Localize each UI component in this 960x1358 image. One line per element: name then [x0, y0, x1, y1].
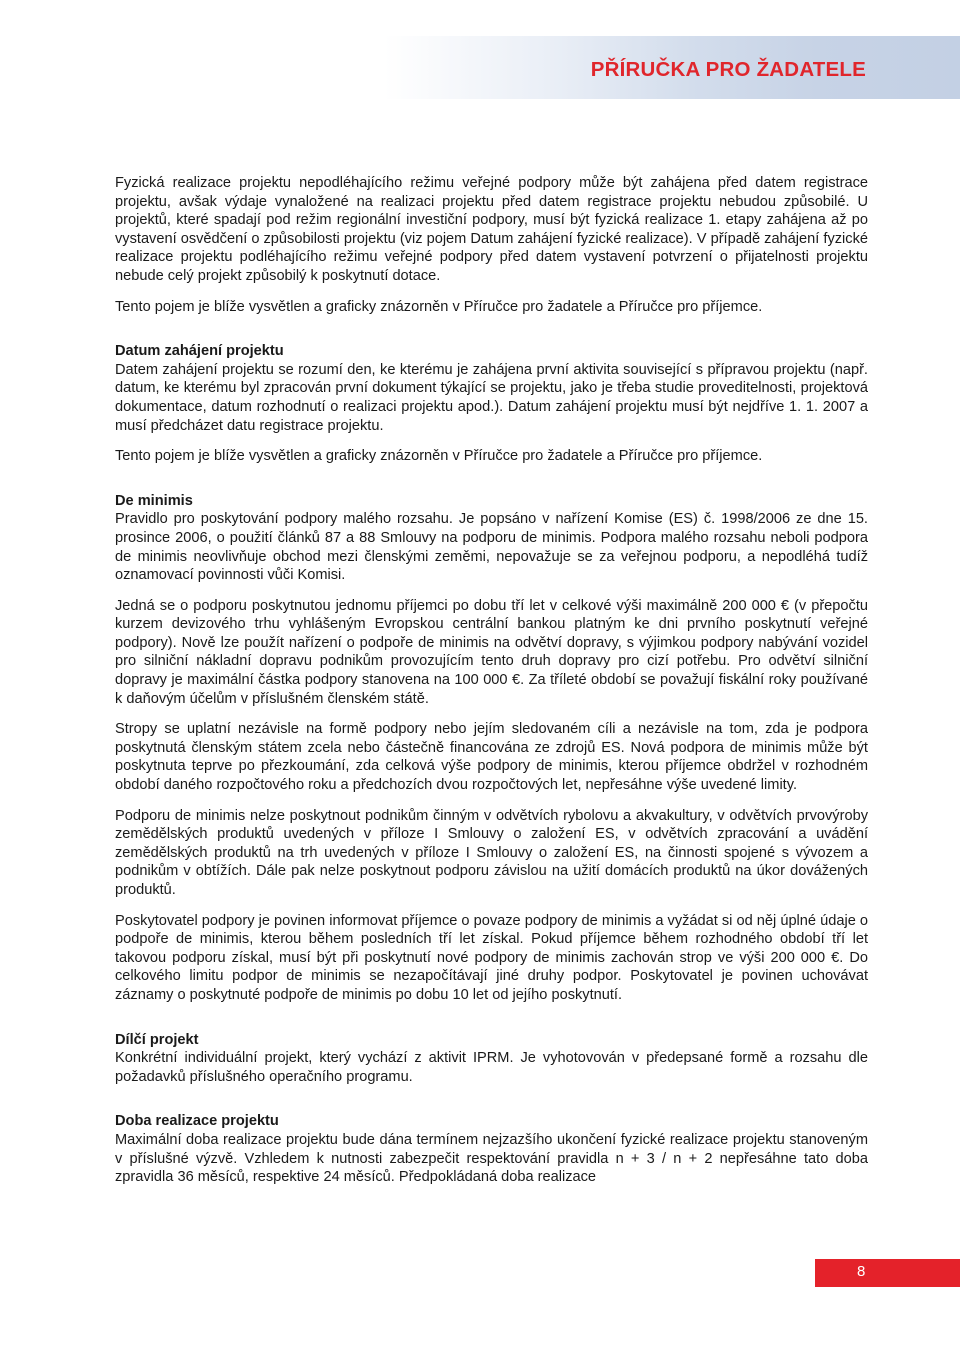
- section-heading: De minimis: [115, 492, 193, 509]
- page-number-band: [815, 1259, 960, 1287]
- section-paragraph: Jedná se o podporu poskytnutou jednomu příjemci po dobu tří let v celkové výši maximálně 200 000 € (v přepočtu kurzem devizového trhu vyhlášeným Evropskou centrální bankou platným ke dni prvního poskytnutí veřejné podpory). Nově lze použít nařízení o podpoře de minimis na odvětví dopravy, s výjimkou podpory nabývání vozidel pro silniční nákladní dopravu podnikům provozujícím tento druh dopravy pro cizí potřebu. Pro odvětví silniční dopravy je maximální částka podpory stanovena na 100 000 €. Za tříleté období se považují fiskální roky používané k daňovým účelům v příslušném členském státě.: [115, 597, 868, 707]
- section-de-minimis: [115, 492, 868, 1005]
- intro-paragraph-2: Tento pojem je blíže vysvětlen a graficky znázorněn v Příručce pro žadatele a Příručce pro příjemce.: [115, 298, 763, 315]
- section-heading: Doba realizace projektu: [115, 1113, 279, 1130]
- page-header-title: PŘÍRUČKA PRO ŽADATELE: [590, 58, 866, 81]
- section-datum-zahajeni: [115, 342, 868, 466]
- section-paragraph: Tento pojem je blíže vysvětlen a graficky znázorněn v Příručce pro žadatele a Příručce pro příjemce.: [115, 448, 763, 465]
- section-paragraph: Podporu de minimis nelze poskytnout podnikům činným v odvětvích rybolovu a akvakultury, v odvětvích prvovýroby zemědělských produktů uvedených v příloze I Smlouvy o založení ES, v odvětvích zpracování a uvádění zemědělských produktů na trh uvedených v příloze I Smlouvy o založení ES, na činnosti spojené s vývozem a podnikům v obtížích. Dále pak nelze poskytnout podporu závislou na užití domácích produktů na úkor dovážených produktů.: [115, 807, 868, 898]
- section-paragraph: Maximální doba realizace projektu bude dána termínem nejzazšího ukončení fyzické realizace projektu stanoveným v příslušné výzvě. Vzhledem k nutnosti zabezpečit respektování pravidla n + 3 / n + 2 nepřesáhne tato doba zpravidla 36 měsíců, respektive 24 měsíců. Předpokládaná doba realizace: [115, 1131, 868, 1186]
- section-paragraph: Konkrétní individuální projekt, který vychází z aktivit IPRM. Je vyhotovován v předepsané formě a rozsahu dle požadavků příslušného operačního programu.: [115, 1050, 868, 1085]
- section-heading: Dílčí projekt: [115, 1031, 199, 1048]
- section-paragraph: Pravidlo pro poskytování podpory malého rozsahu. Je popsáno v nařízení Komise (ES) č. 1998/2006 ze dne 15. prosince 2006, o použití článků 87 a 88 Smlouvy na podporu de minimis. Podpora malého rozsahu neboli podpora de minimis neovlivňuje obchod mezi členskými zeměmi, nepovažuje se za veřejnou podporu, a nepodléhá tudíž oznamovací povinnosti vůči Komisi.: [115, 511, 868, 584]
- section-paragraph: Stropy se uplatní nezávisle na formě podpory nebo jejím sledovaném cíli a nezávisle na tom, zda je podpora poskytnutá členským státem zcela nebo částečně financována ze zdrojů ES. Nová podpora de minimis může být poskytnuta teprve po přezkoumání, zda celková výše podpory de minimis, kterou příjemce obdržel v rozhodném období daného rozpočtového roku a předchozích dvou rozpočtových let, nepřesáhne výše uvedené limity.: [115, 721, 868, 794]
- section-paragraph: Poskytovatel podpory je povinen informovat příjemce o povaze podpory de minimis a vyžádat si od něj úplné údaje o podpoře de minimis, kterou během posledních tří let získal. Pokud příjemce během rozhodného období tří let takovou podporu získal, musí být při poskytnutí nové podpory de minimis zachován strop ve výši 200 000 €. Do celkového limitu podpor de minimis se nezapočítávají jiné druhy podpor. Poskytovatel je povinen uchovávat záznamy o poskytnuté podpoře de minimis po dobu 10 let od jejího poskytnutí.: [115, 912, 868, 1003]
- page-content: [115, 174, 868, 1199]
- section-doba-realizace: [115, 1112, 868, 1186]
- page-number: 8: [857, 1263, 866, 1280]
- section-paragraph: Datem zahájení projektu se rozumí den, ke kterému je zahájena první aktivita související s přípravou projektu (např. datum, ke kterému byl zpracován první dokument týkající se projektu, jako je třeba studie proveditelnosti, projektová dokumentace, datum rozhodnutí o realizaci projektu apod.). Datum zahájení projektu musí být nejdříve 1. 1. 2007 a musí předcházet datu registrace projektu.: [115, 361, 868, 434]
- section-heading: Datum zahájení projektu: [115, 343, 284, 360]
- intro-paragraph-1: Fyzická realizace projektu nepodléhajícího režimu veřejné podpory může být zahájena před datem registrace projektu, avšak výdaje vynaložené na realizaci projektu před datem registrace projektu nebudou způsobilé. U projektů, které spadají pod režim regionální investiční podpory, musí být fyzická realizace 1. etapy zahájena až po vystavení osvědčení o způsobilosti projektu (viz pojem Datum zahájení fyzické realizace). V případě zahájení fyzické realizace projektu podléhajícího režimu veřejné podpory před datem vystavení potvrzení o přijatelnosti projektu nebude celý projekt způsobilý k poskytnutí dotace.: [115, 175, 868, 284]
- section-dilci-projekt: [115, 1031, 868, 1087]
